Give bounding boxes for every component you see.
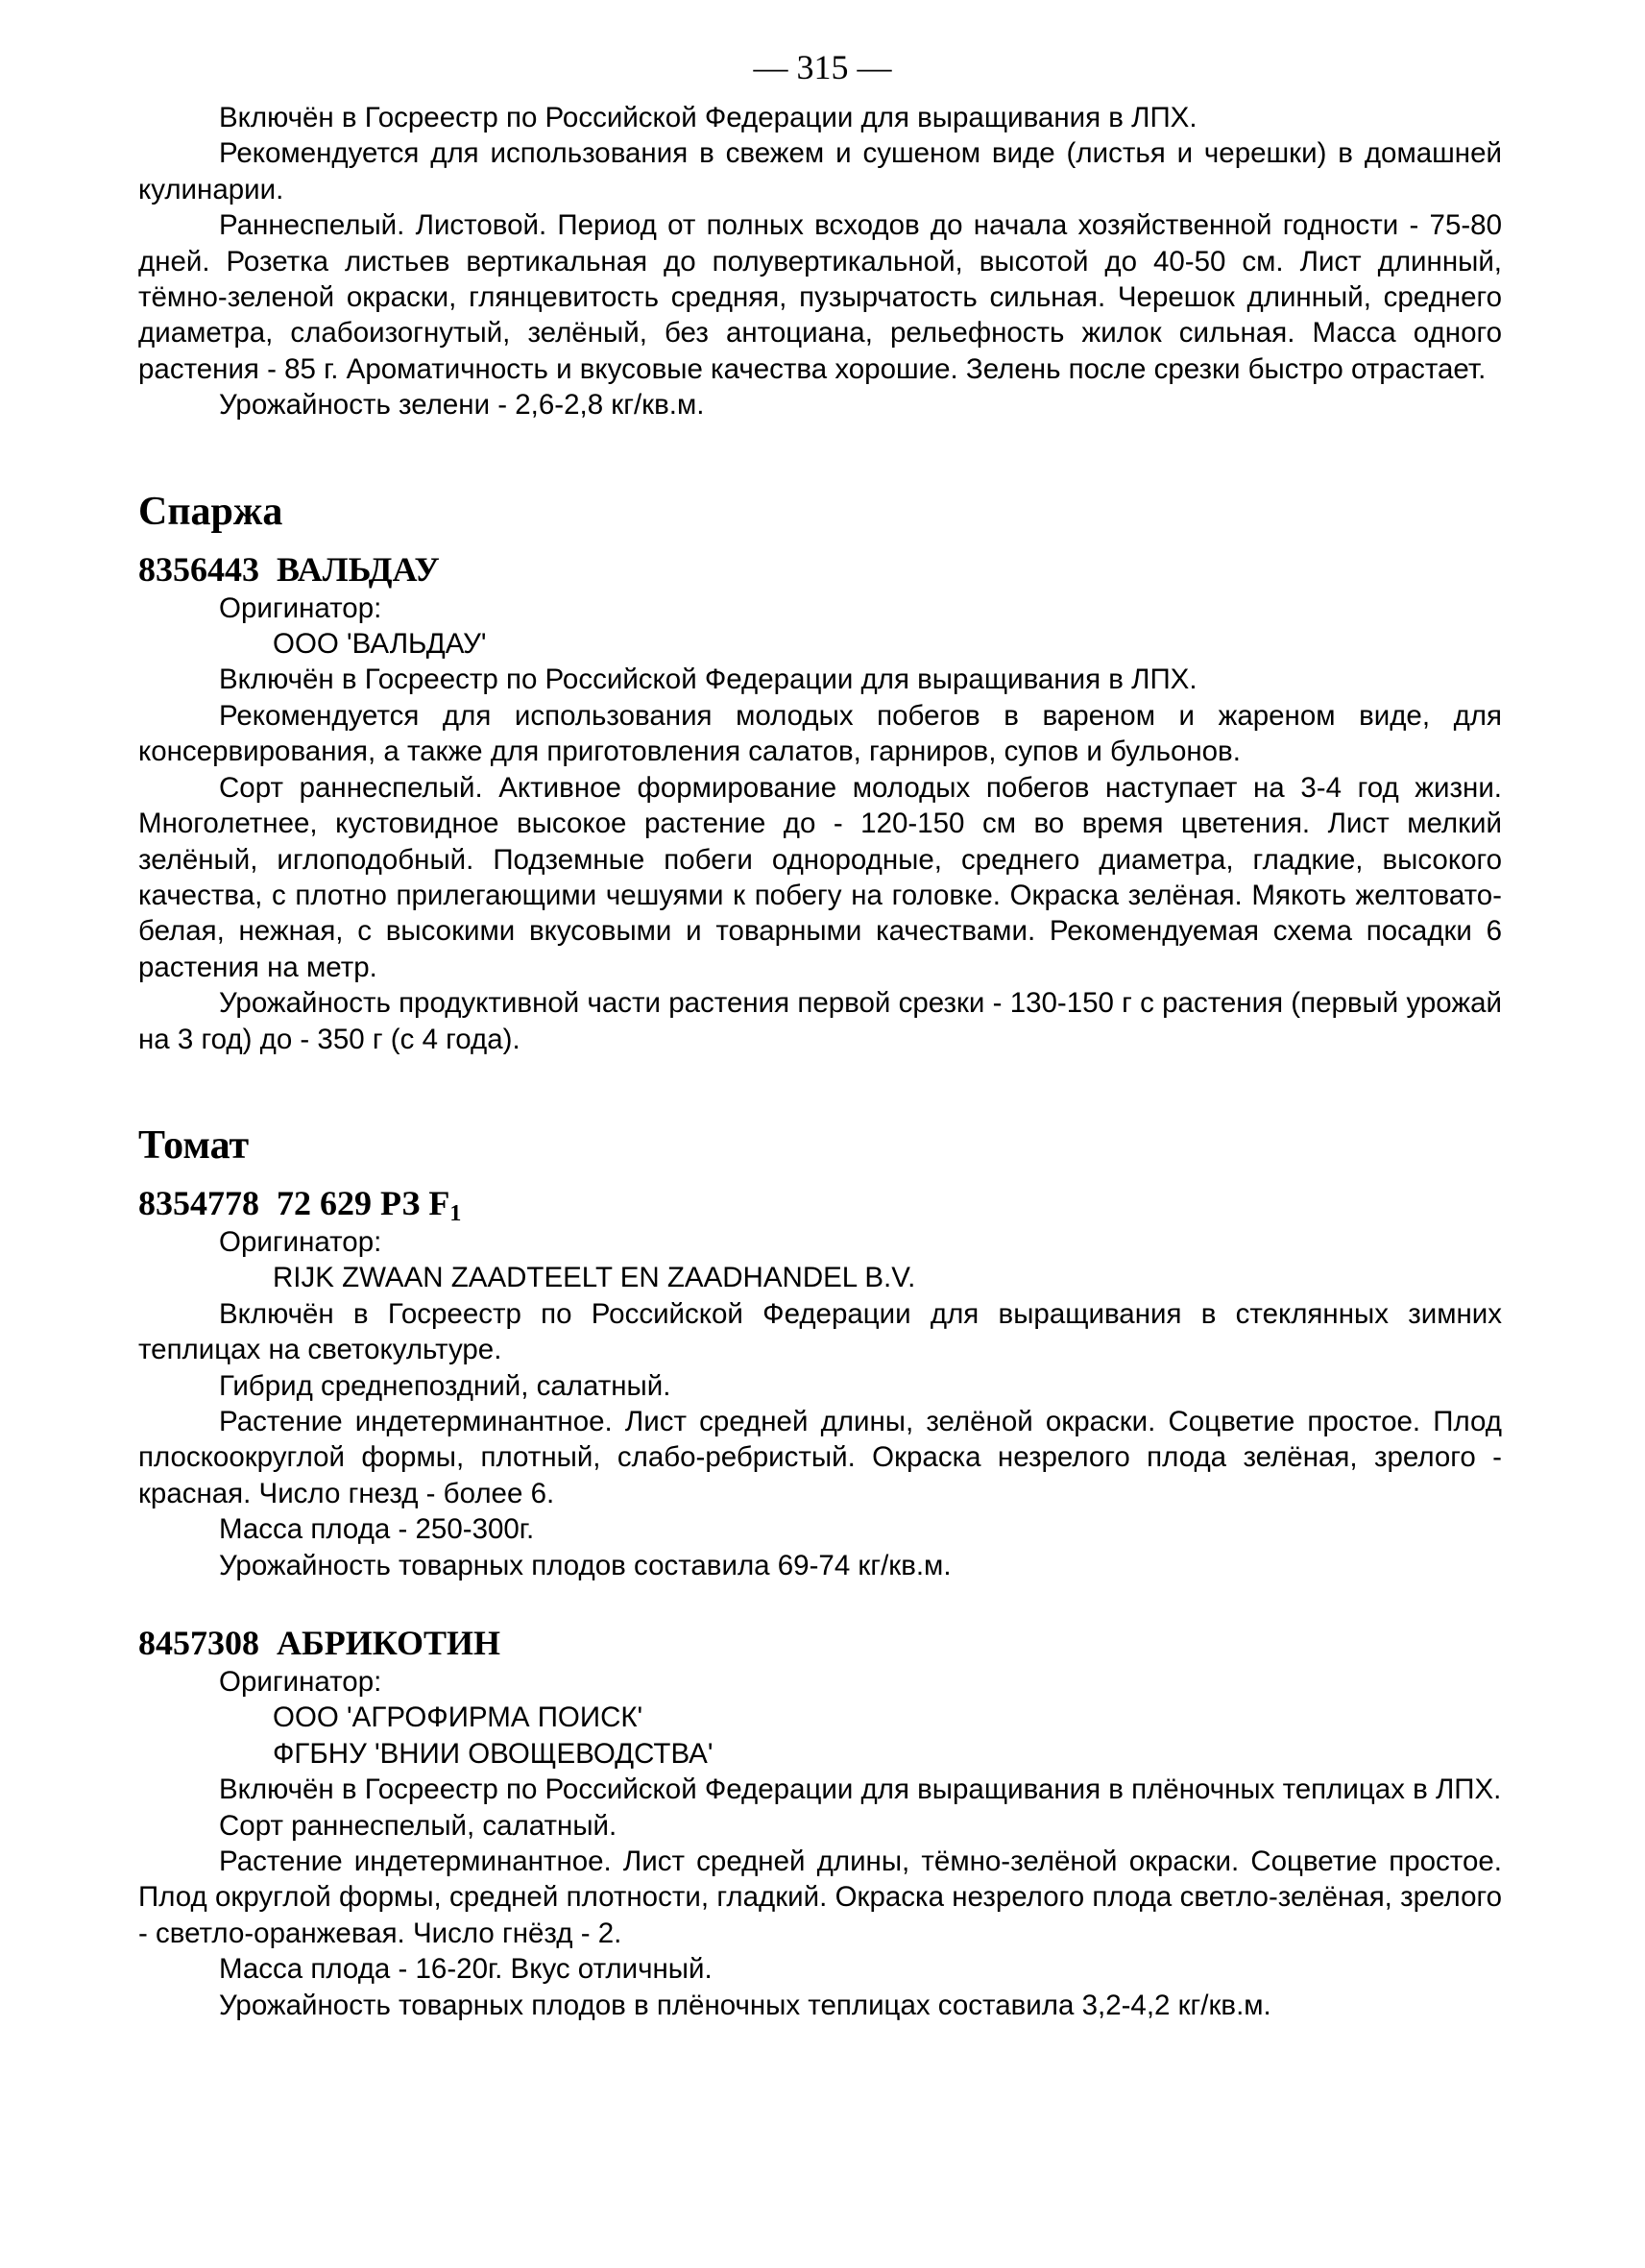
variety-title-rz xyxy=(138,1182,1502,1224)
yield-text: Урожайность продуктивной части растения первой срезки - 130-150 г с растения (первый урожай на 3 год) до - 350 г (с 4 года). xyxy=(138,987,1502,1055)
variety-entry-valdau xyxy=(138,591,1502,1057)
description-text: Раннеспелый. Листовой. Период от полных всходов до начала хозяйственной годности - 75-80 дней. Розетка листьев вертикальная до полувертикальной, высотой до 40-50 см. Лист длинный, тёмно-зеленой окраски, глянцевитость средняя, пузырчатость сильная. Черешок длинный, среднего диаметра, слабоизогнутый, зелёный, без антоциана, рельефность жилок сильная. Масса одного растения - 85 г. Ароматичность и вкусовые качества хорошие. Зелень после срезки быстро отрастает. xyxy=(138,209,1502,385)
variety-entry-rz xyxy=(138,1224,1502,1583)
yield-text: Урожайность товарных плодов в плёночных теплицах составила 3,2-4,2 кг/кв.м. xyxy=(219,1989,1271,2021)
registry-text: Включён в Госреестр по Российской Федерации для выращивания в плёночных теплицах в ЛПХ. xyxy=(219,1773,1502,1806)
variety-title-valdau: 8356443 ВАЛЬДАУ xyxy=(138,549,440,589)
description-text: Растение индетерминантное. Лист средней длины, тёмно-зелёной окраски. Соцветие простое. Плод округлой формы, средней плотности, гладкий. Окраска незрелого плода светло-зелёная, зрелого - светло-оранжевая. Число гнёзд - 2. xyxy=(138,1846,1502,1949)
usage-text: Рекомендуется для использования молодых побегов в вареном и жареном виде, для консервирования, а также для приготовления салатов, гарниров, супов и бульонов. xyxy=(138,699,1502,768)
originator-label: Оригинатор: xyxy=(219,591,382,624)
variety-entry-abrikotin xyxy=(138,1664,1502,2023)
section-title-asparagus: Спаржа xyxy=(138,489,283,534)
registry-text: Включён в Госреестр по Российской Федерации для выращивания в ЛПХ. xyxy=(219,664,1197,696)
type-text: Сорт раннеспелый, салатный. xyxy=(219,1809,617,1842)
mass-text: Масса плода - 250-300г. xyxy=(219,1513,535,1546)
type-text: Гибрид среднепоздний, салатный. xyxy=(219,1369,671,1402)
page-number: — 315 — xyxy=(753,48,892,86)
registry-text: Включён в Госреестр по Российской Федерации для выращивания в стеклянных зимних теплицах на светокультуре. xyxy=(138,1297,1502,1366)
section-title-tomato: Томат xyxy=(138,1122,250,1168)
variety-title-main: 8354778 72 629 РЗ F xyxy=(138,1183,450,1222)
description-text: Растение индетерминантное. Лист средней длины, зелёной окраски. Соцветие простое. Плод плоскоокруглой формы, плотный, слабо-ребристый. Окраска незрелого плода зелёная, зрелого - красная. Число гнезд - более 6. xyxy=(138,1405,1502,1509)
page-content xyxy=(138,100,1502,2023)
originator-name: ФГБНУ 'ВНИИ ОВОЩЕВОДСТВА' xyxy=(273,1737,714,1770)
registry-text: Включён в Госреестр по Российской Федерации для выращивания в ЛПХ. xyxy=(219,102,1197,133)
originator-name: ООО 'ВАЛЬДАУ' xyxy=(273,628,487,661)
originator-label: Оригинатор: xyxy=(219,1666,382,1698)
originator-label: Оригинатор: xyxy=(219,1225,382,1258)
mass-text: Масса плода - 16-20г. Вкус отличный. xyxy=(219,1953,713,1986)
originator-name: RIJK ZWAAN ZAADTEELT EN ZAADHANDEL B.V. xyxy=(273,1262,916,1294)
variety-title-subscript: 1 xyxy=(449,1200,462,1226)
description-text: Сорт раннеспелый. Активное формирование молодых побегов наступает на 3-4 год жизни. Многолетнее, кустовидное высокое растение до - 120-150 см во время цветения. Лист мелкий зелёный, иглоподобный. Подземные побеги однородные, среднего диаметра, гладкие, высокого качества, с плотно прилегающими чешуями к побегу на головке. Окраска зелёная. Мякоть желтовато-белая, нежная, с высокими вкусовыми и товарными качествами. Рекомендуемая схема посадки 6 растения на метр. xyxy=(138,771,1502,983)
previous-entry-continuation xyxy=(138,100,1502,423)
originator-name: ООО 'АГРОФИРМА ПОИСК' xyxy=(273,1701,643,1734)
yield-text: Урожайность зелени - 2,6-2,8 кг/кв.м. xyxy=(219,389,705,422)
yield-text: Урожайность товарных плодов составила 69-74 кг/кв.м. xyxy=(219,1549,952,1581)
variety-title-abrikotin: 8457308 АБРИКОТИН xyxy=(138,1624,501,1662)
usage-text: Рекомендуется для использования в свежем и сушеном виде (листья и черешки) в домашней кулинарии. xyxy=(138,137,1502,205)
